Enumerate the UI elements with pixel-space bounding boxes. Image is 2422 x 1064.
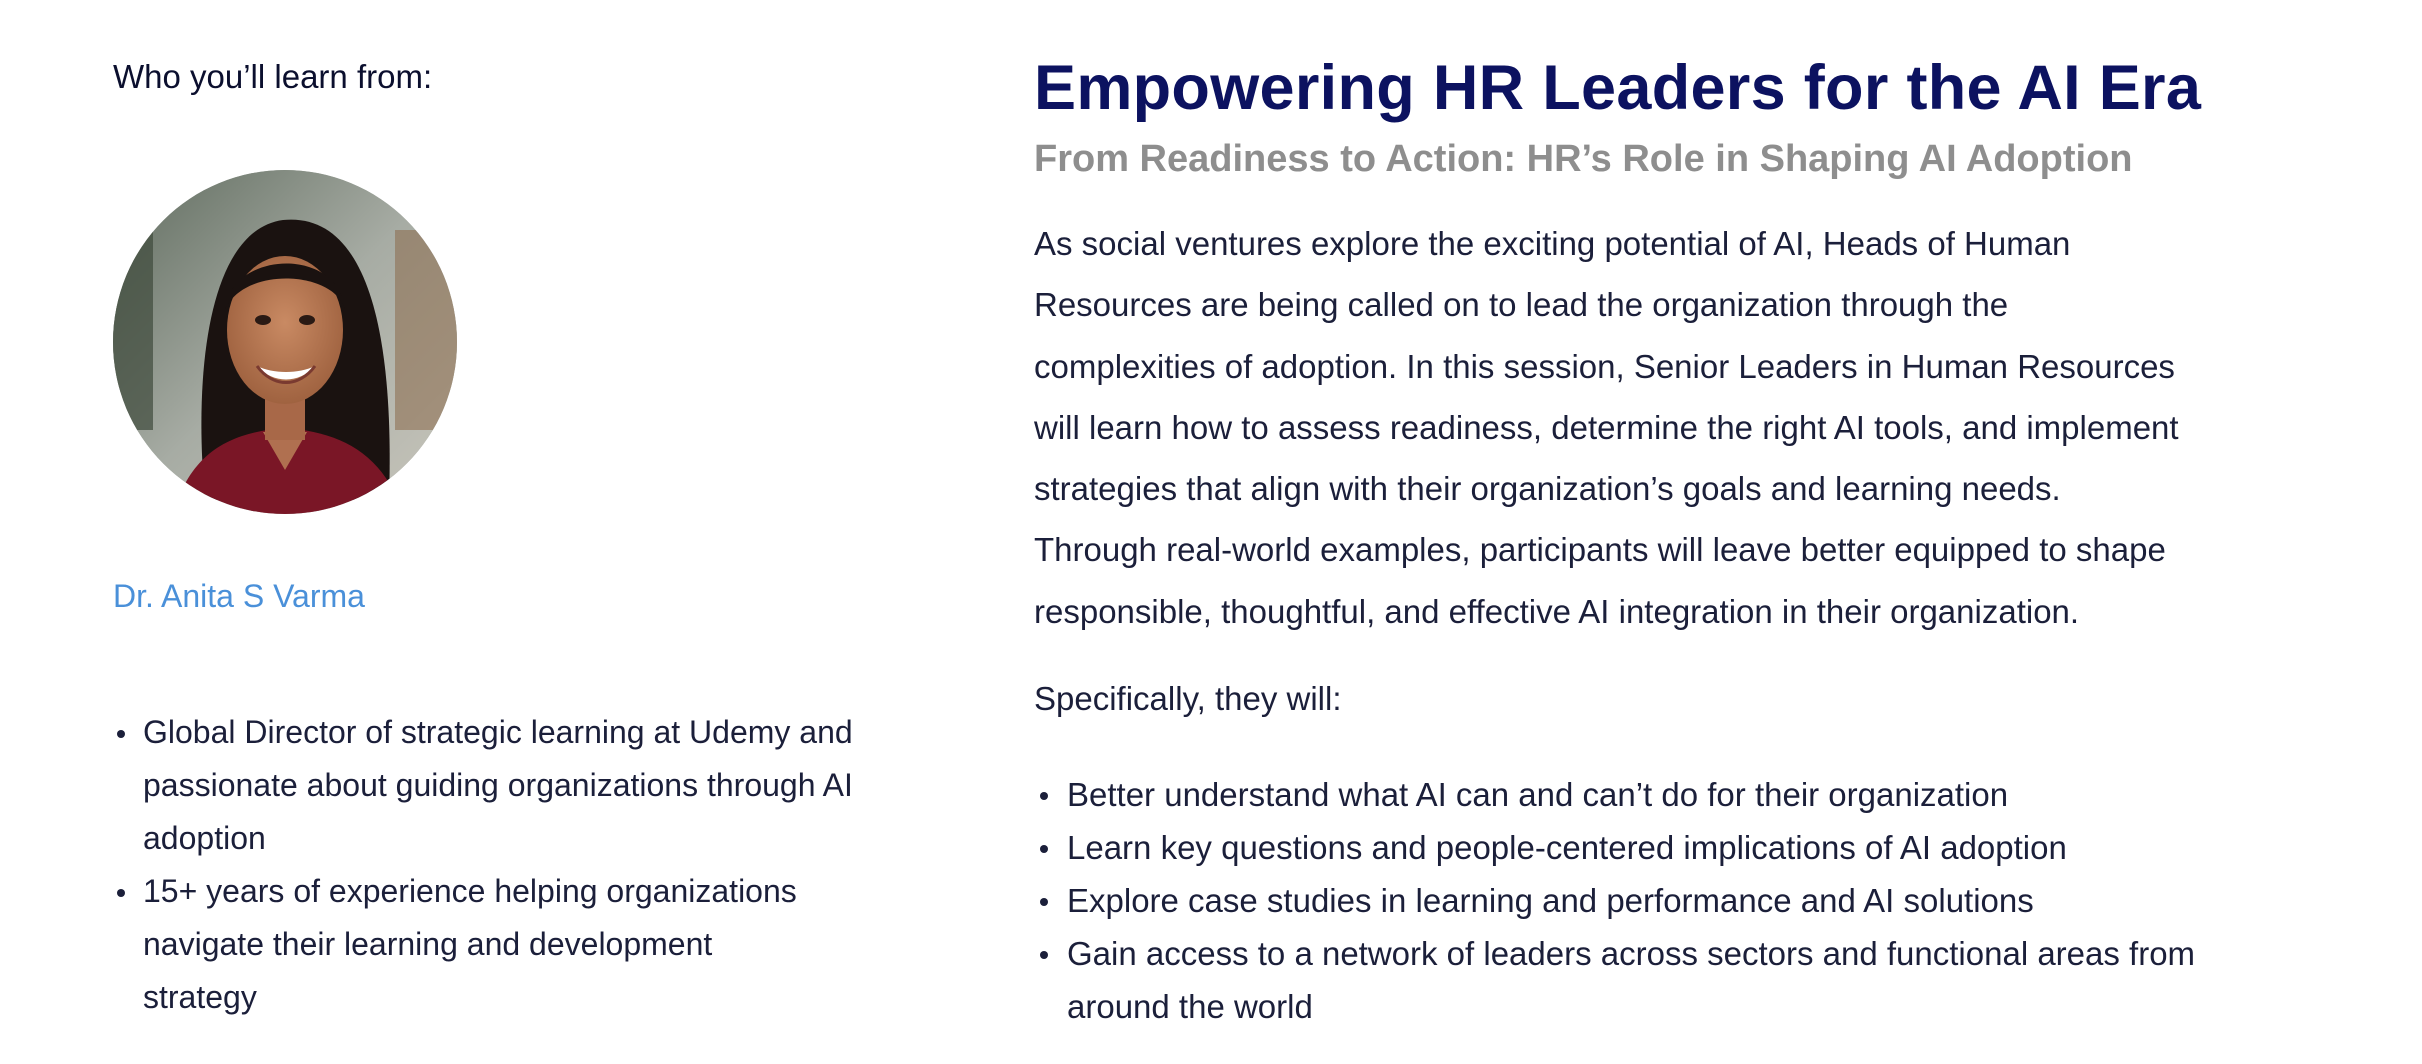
description-line: responsible, thoughtful, and effective AI integration in their organization. — [1034, 592, 2080, 630]
outcome-line: Better understand what AI can and can’t do for their organization — [1067, 776, 2009, 813]
bio-line: navigate their learning and development — [143, 926, 713, 962]
description-line: complexities of adoption. In this session, Senior Leaders in Human Resources — [1034, 347, 2175, 385]
outcomes-list — [1034, 768, 2374, 1033]
outcome-item — [1034, 874, 2374, 927]
outcome-line: around the world — [1067, 988, 1313, 1025]
course-subtitle: From Readiness to Action: HR’s Role in Shaping AI Adoption — [1034, 138, 2133, 180]
outcomes-intro: Specifically, they will: — [1034, 680, 1342, 717]
description-line: will learn how to assess readiness, determine the right AI tools, and implement — [1034, 408, 2179, 446]
outcome-line: Learn key questions and people-centered implications of AI adoption — [1067, 829, 2067, 866]
bio-list-item — [113, 706, 943, 865]
bio-line: adoption — [143, 820, 266, 856]
outcome-line: Explore case studies in learning and performance and AI solutions — [1067, 882, 2034, 919]
instructor-section-label: Who you’ll learn from: — [113, 58, 433, 95]
bio-line: passionate about guiding organizations through AI — [143, 767, 853, 803]
bio-line: Global Director of strategic learning at Udemy and — [143, 714, 853, 750]
course-title: Empowering HR Leaders for the AI Era — [1034, 53, 2202, 123]
instructor-bio-list — [113, 706, 943, 1024]
description-line: As social ventures explore the exciting potential of AI, Heads of Human — [1034, 225, 2071, 262]
outcome-item — [1034, 768, 2374, 821]
course-section — [1034, 0, 2374, 1064]
instructor-name-link[interactable]: Dr. Anita S Varma — [113, 578, 365, 614]
outcome-item — [1034, 821, 2374, 874]
description-line: Through real-world examples, participants will leave better equipped to shape — [1034, 531, 2166, 569]
description-line: strategies that align with their organization’s goals and learning needs. — [1034, 470, 2061, 508]
bio-list-item — [113, 865, 943, 1024]
description-line: Resources are being called on to lead the organization through the — [1034, 286, 2009, 324]
instructor-avatar — [113, 170, 457, 514]
instructor-section — [113, 0, 943, 1064]
bio-line: strategy — [143, 979, 257, 1015]
outcome-line: Gain access to a network of leaders across sectors and functional areas from — [1067, 935, 2196, 972]
instructor-portrait-image — [113, 170, 457, 514]
bio-line: 15+ years of experience helping organizations — [143, 873, 797, 909]
course-description — [1034, 213, 2374, 642]
outcome-item — [1034, 927, 2374, 1033]
